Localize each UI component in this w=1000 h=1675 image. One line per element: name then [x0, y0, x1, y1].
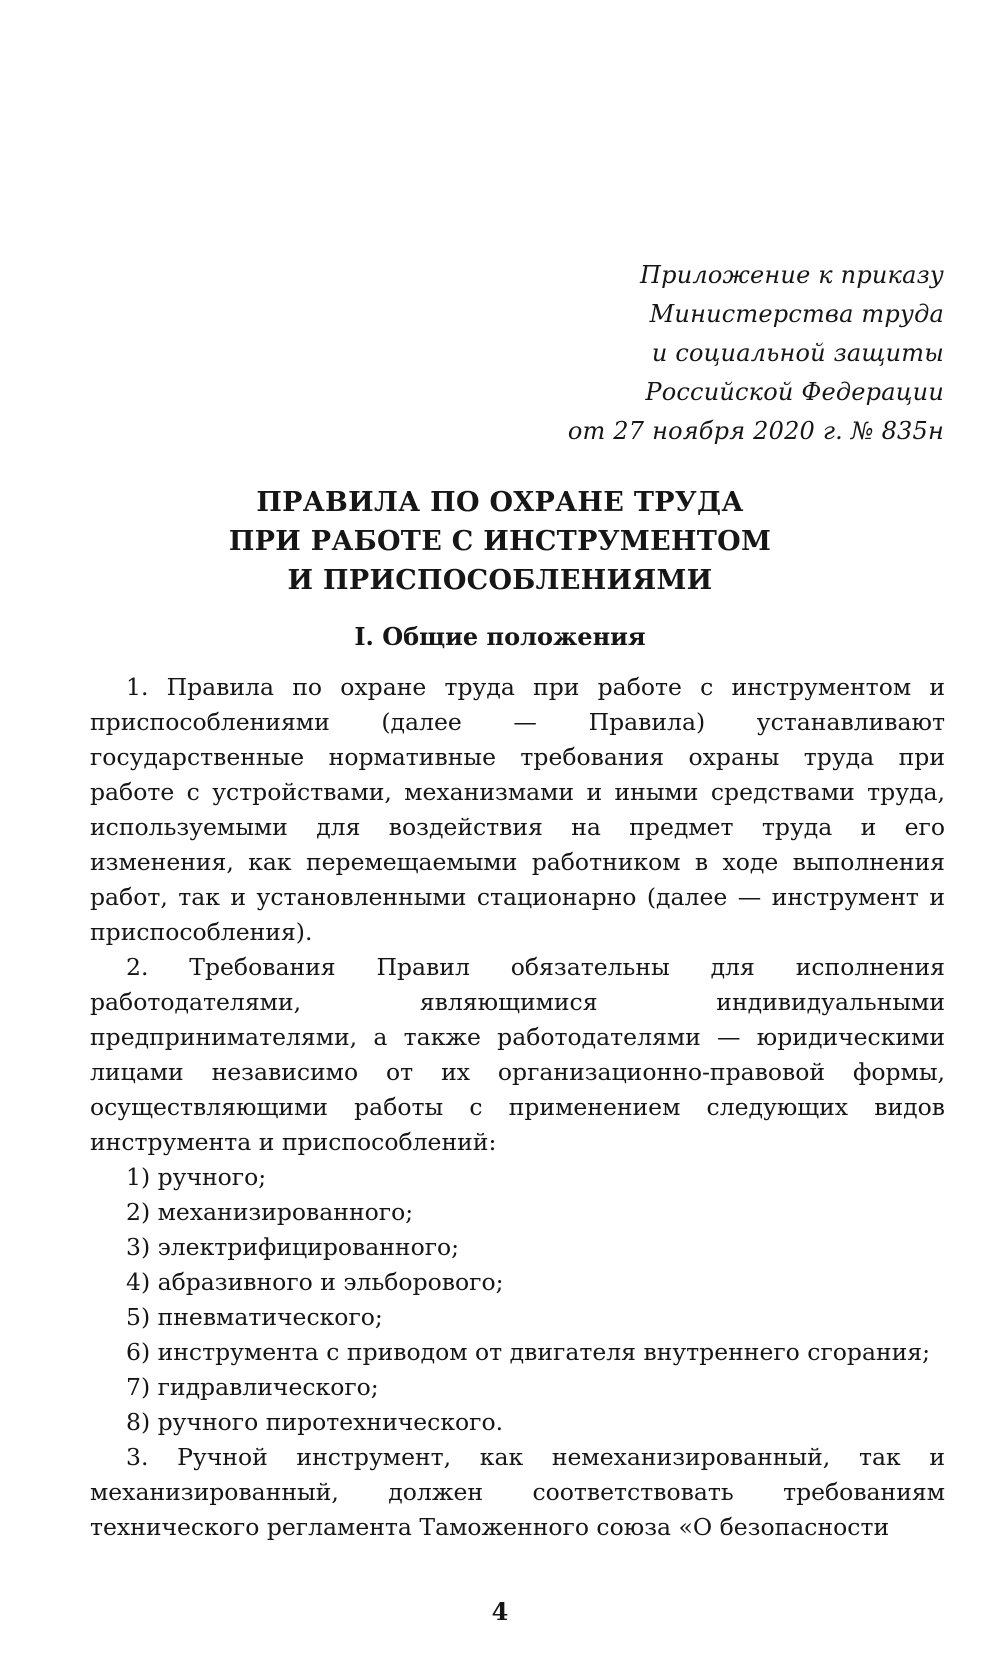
list-item: 1) ручного;	[126, 1163, 267, 1191]
appendix-line: Министерства труда	[649, 300, 944, 328]
title-line: ПРАВИЛА ПО ОХРАНЕ ТРУДА	[256, 487, 744, 518]
title-line: ПРИ РАБОТЕ С ИНСТРУМЕНТОМ	[228, 526, 772, 557]
title-line: И ПРИСПОСОБЛЕНИЯМИ	[287, 565, 713, 596]
page-number: 4	[491, 1597, 509, 1626]
paragraph-2: 2. Требования Правил обязательны для исполнения работодателями, являющимися индивидуальными предпринимателями, а также работодателями — юридическими лицами независимо от их организационно-правовой формы, осуществляющими работы с применением следующих видов инструмента и приспособлений:	[90, 953, 945, 1156]
appendix-line: и социальной защиты	[651, 339, 944, 367]
list-item: 5) пневматического;	[126, 1303, 383, 1331]
list-item: 7) гидравлического;	[126, 1373, 379, 1401]
list-item: 4) абразивного и эльборового;	[126, 1268, 504, 1296]
section-heading: I. Общие положения	[354, 622, 646, 651]
document-title	[0, 483, 1000, 600]
appendix-line: Российской Федерации	[645, 378, 944, 406]
appendix-line: Приложение к приказу	[640, 261, 944, 289]
appendix-reference	[568, 256, 944, 451]
paragraph-3: 3. Ручной инструмент, как немеханизированный, так и механизированный, должен соответствовать требованиям технического регламента Таможенного союза «О безопасности	[90, 1443, 945, 1541]
document-body	[90, 670, 945, 1545]
list-item: 3) электрифицированного;	[126, 1233, 460, 1261]
paragraph-1: 1. Правила по охране труда при работе с инструментом и приспособлениями (далее — Правила) устанавливают государственные нормативные требования охраны труда при работе с устройствами, механизмами и иными средствами труда, используемыми для воздействия на предмет труда и его изменения, как перемещаемыми работником в ходе выполнения работ, так и установленными стационарно (далее — инструмент и приспособления).	[90, 673, 945, 946]
list-item: 2) механизированного;	[126, 1198, 414, 1226]
appendix-line: от 27 ноября 2020 г. № 835н	[567, 417, 944, 445]
list-item: 6) инструмента с приводом от двигателя внутреннего сгорания;	[126, 1338, 931, 1366]
list-item: 8) ручного пиротехнического.	[126, 1408, 504, 1436]
